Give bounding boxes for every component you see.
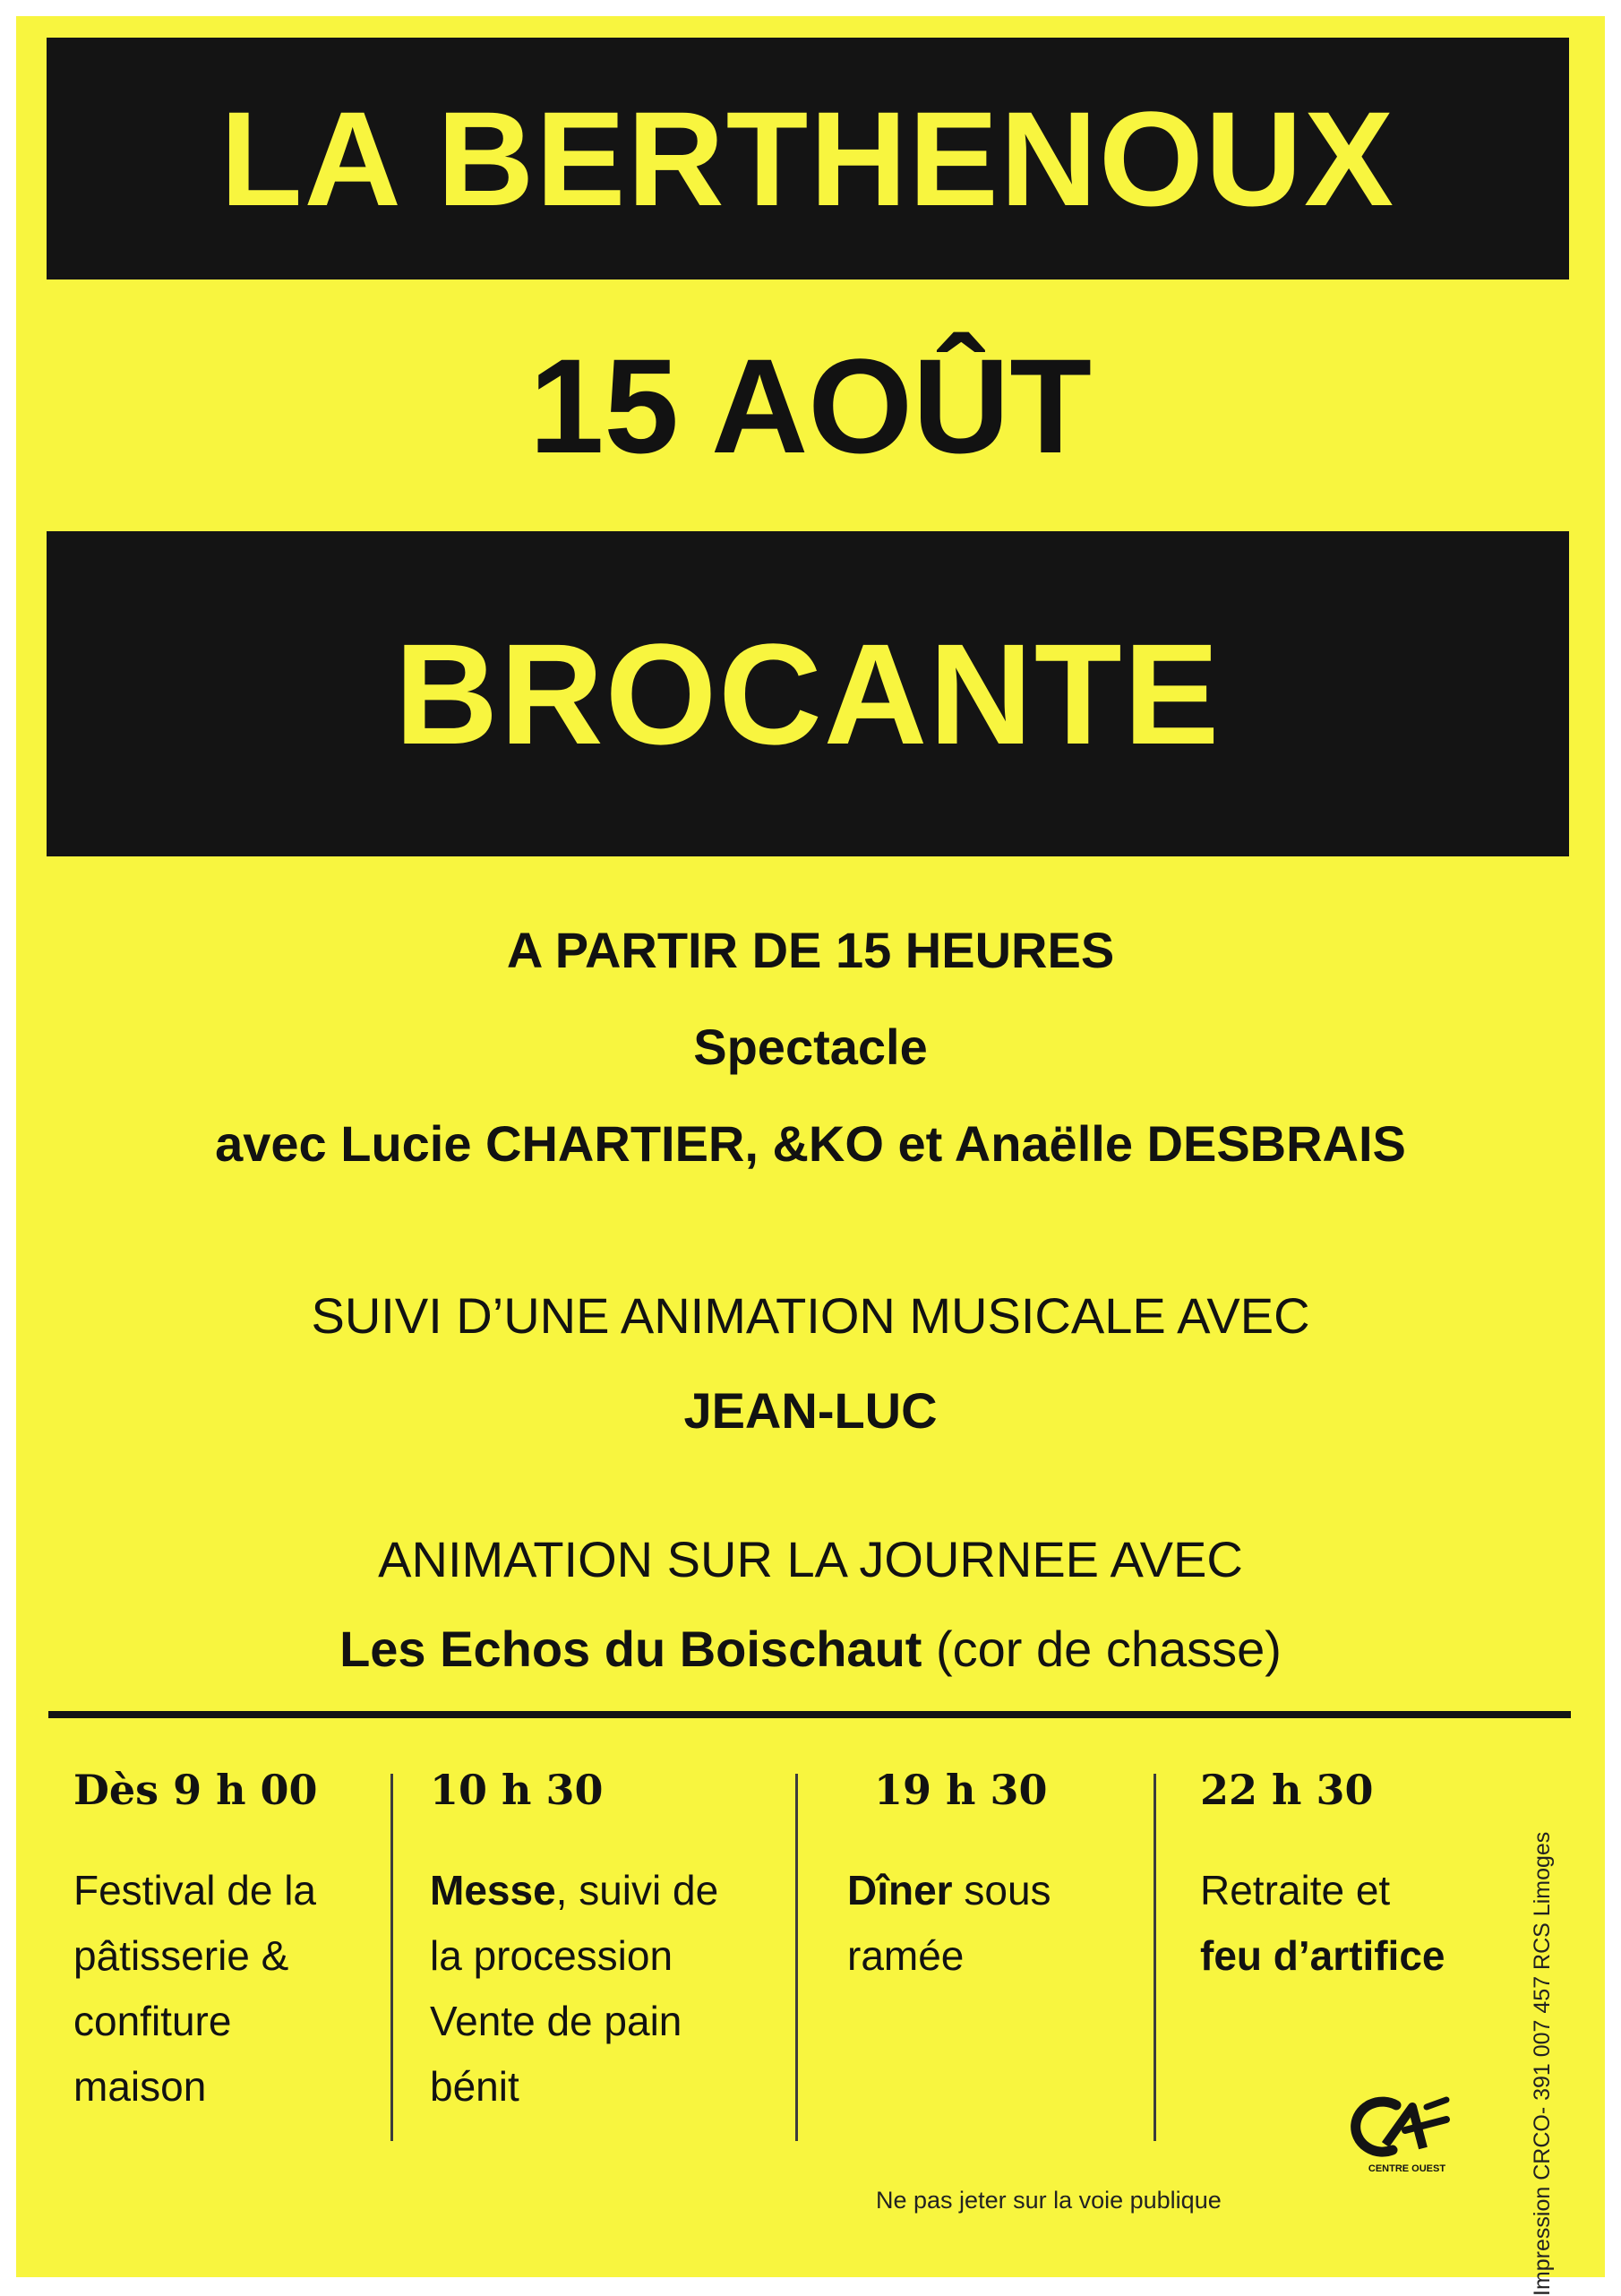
credit-agricole-logo xyxy=(1341,2093,1475,2177)
schedule-divider xyxy=(48,1711,1571,1718)
description-line: Retraite et xyxy=(1200,1867,1391,1913)
day-intro: ANIMATION SUR LA JOURNEE AVEC xyxy=(378,1531,1243,1587)
start-time: A PARTIR DE 15 HEURES xyxy=(506,922,1115,978)
day-group-note: (cor de chasse) xyxy=(922,1621,1282,1677)
description-bold: Messe xyxy=(430,1867,556,1913)
description-rest: sous xyxy=(952,1867,1051,1913)
column-separator xyxy=(1154,1774,1156,2141)
schedule-description xyxy=(73,1858,405,2120)
schedule-time: Dès 9 h 00 xyxy=(73,1766,318,1814)
schedule-item xyxy=(1200,1763,1522,2139)
show-title: Spectacle xyxy=(693,1019,928,1075)
description-bold: Dîner xyxy=(847,1867,953,1913)
disclaimer: Ne pas jeter sur la voie publique xyxy=(876,2187,1222,2214)
description-line xyxy=(847,1858,1152,1923)
schedule-time: 19 h 30 xyxy=(874,1766,1048,1814)
column-separator xyxy=(795,1774,798,2141)
schedule-item xyxy=(847,1763,1152,2139)
description-bold: feu d’artifice xyxy=(1200,1932,1445,1979)
column-separator xyxy=(390,1774,393,2141)
imprint-notice: Impression CRCO- 391 007 457 RCS Limoges xyxy=(1530,1831,1555,2296)
day-group-line xyxy=(16,1620,1605,1678)
village-banner: LA BERTHENOUX xyxy=(47,38,1569,279)
logo-caption: CENTRE OUEST xyxy=(1368,2163,1446,2174)
description-line: pâtisserie & xyxy=(73,1932,289,1979)
event-banner: BROCANTE xyxy=(47,531,1569,856)
poster xyxy=(16,16,1605,2296)
description-line: Vente de pain xyxy=(430,1998,682,2044)
schedule-description xyxy=(847,1858,1152,1989)
schedule-description xyxy=(430,1858,770,2120)
description-line: maison xyxy=(73,2063,207,2110)
description-line: ramée xyxy=(847,1932,965,1979)
music-artist: JEAN-LUC xyxy=(683,1382,938,1439)
schedule-item xyxy=(430,1763,770,2139)
day-group: Les Echos du Boischaut xyxy=(339,1621,922,1677)
description-line: bénit xyxy=(430,2063,519,2110)
music-intro: SUIVI D’UNE ANIMATION MUSICALE AVEC xyxy=(311,1287,1310,1344)
description-rest: , suivi de xyxy=(555,1867,719,1913)
description-line: Festival de la xyxy=(73,1867,317,1913)
schedule-time: 10 h 30 xyxy=(430,1766,604,1814)
description-line xyxy=(430,1858,770,1923)
description-line: confiture xyxy=(73,1998,232,2044)
description-line: la procession xyxy=(430,1932,673,1979)
schedule-description xyxy=(1200,1858,1522,1989)
performers: avec Lucie CHARTIER, &KO et Anaëlle DESBRAIS xyxy=(215,1115,1406,1172)
schedule-item xyxy=(73,1763,405,2139)
schedule-time: 22 h 30 xyxy=(1200,1766,1374,1814)
event-date: 15 AOÛT xyxy=(529,331,1092,481)
